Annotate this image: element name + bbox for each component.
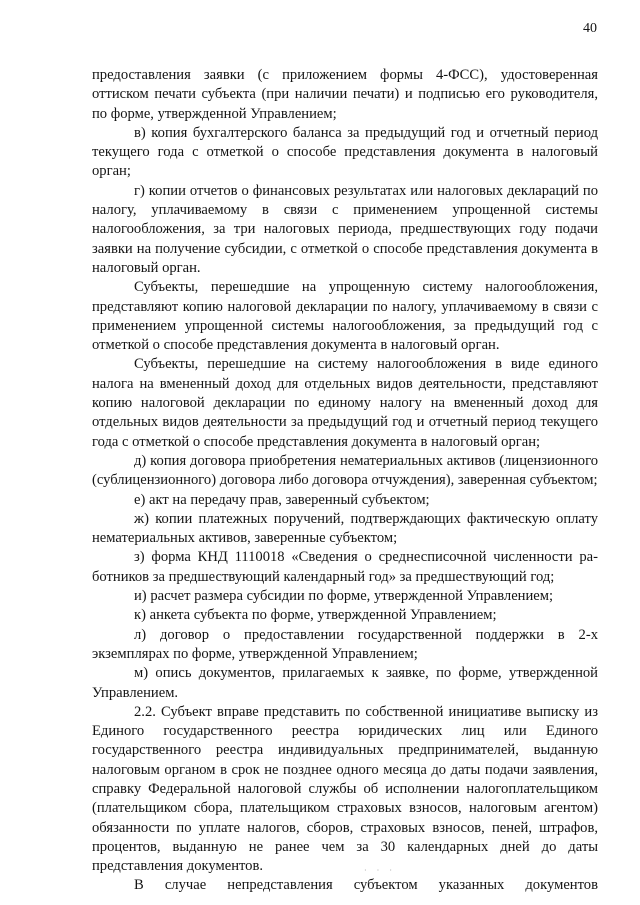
scan-artifact: · · · [364,866,396,875]
list-item-k: к) анкета субъекта по форме, утвержденной Управлением; [134,607,497,624]
list-item-g: г) копии отчетов о финансовых результатах или налоговых деклараций по налогу, уплачиваемому в связи с применением упрощенной системы налогообложения, за три налоговых периода, предшествующих году подачи заявки на получение субсидии, с отметкой о способе представления документа в налоговый орган. [92,182,598,276]
list-item-e: е) акт на передачу прав, заверенный субъектом; [134,491,430,508]
list-item-d: д) копия договора приобретения нематериальных активов (лицензионного (сублицензионного) договора либо договора отчуждения), заверенная субъектом; [92,452,598,489]
list-item-zh: ж) копии платежных поручений, подтверждающих фактическую оплату нематериальных активов, заверенные субъектом; [92,510,598,547]
paragraph-imputed-tax: Субъекты, перешедшие на систему налогообложения в виде единого налога на вмененный доход для отдельных видов деятельности, представляют копию налоговой декларации по единому налогу на вмененный доход для отдельных видов деятельности за предыдущий год и отчетный период текущего года с отметкой о способе представления документа в налоговый орган; [92,356,598,450]
page-number: 40 [583,21,597,36]
list-item-m: м) опись документов, прилагаемых к заявке, по форме, утвержденной Управлением. [92,665,598,701]
section-2-2: 2.2. Субъект вправе представить по собственной инициативе выписку из Единого государственного реестра юридических лиц или Единого государственного реестра индивидуальных предпринимателей, выданную налоговым органом в срок не позднее одного месяца до даты подачи заявления, справку Федеральной налоговой службы об исполнении налогоплательщиком (плательщиком сбора, плательщиком страховых взносов, налоговым агентом) обязанности по уплате налогов, сборов, страховых взносов, пеней, штрафов, процентов, выданную не ранее чем за 30 календарных дней до даты представления документов. [92,703,598,875]
paragraph-truncated: В случае непредставления субъектом указанных документов [134,877,598,894]
paragraph-simplified-tax: Субъекты, перешедшие на упрощенную систему налогообложения, представляют копию налоговой декларации по налогу, уплачиваемому в связи с применением упрощенной системы налогообложения, за предыдущий год с отметкой о способе представления документа в налоговый орган. [92,279,598,354]
paragraph-continuation: предоставления заявки (с приложением формы 4-ФСС), удостоверенная оттиском печати субъекта (при наличии печати) и подписью его руководителя, по форме, утвержденной Управлением; [92,67,598,122]
list-item-z: з) форма КНД 1110018 «Сведения о среднесписочной численности работников за предшествующий календарный год» за предшествующий год; [92,549,598,585]
list-item-i: и) расчет размера субсидии по форме, утвержденной Управлением; [134,588,554,605]
document-body [92,66,598,896]
list-item-v: в) копия бухгалтерского баланса за предыдущий год и отчетный период текущего года с отметкой о способе представления документа в налоговый орган; [92,124,598,180]
list-item-l: л) договор о предоставлении государственной поддержки в 2-х экземплярах по форме, утвержденной Управлением; [92,626,598,662]
